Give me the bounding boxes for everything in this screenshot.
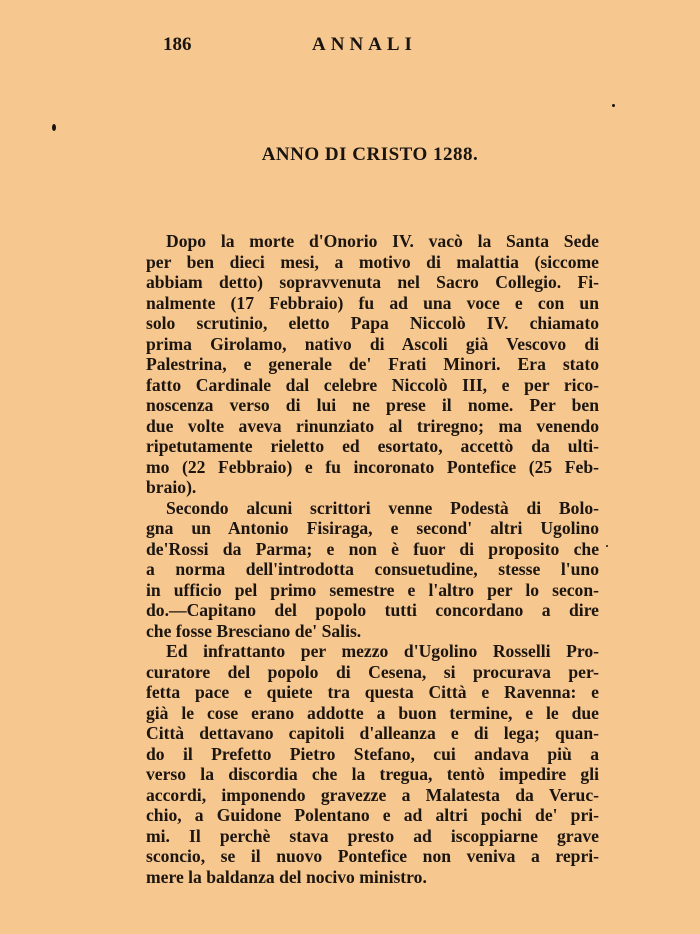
text-line: verso la discordia che la tregua, tentò impedire gli xyxy=(146,764,599,784)
body-text xyxy=(146,231,599,887)
paragraph xyxy=(146,498,599,642)
text-line: solo scrutinio, eletto Papa Niccolò IV. chiamato xyxy=(146,313,599,333)
text-line: chio, a Guidone Polentano e ad altri pochi de' pri- xyxy=(146,805,599,825)
ink-speck xyxy=(52,124,56,131)
text-line: a norma dell'introdotta consuetudine, stesse l'uno xyxy=(146,559,599,579)
text-line: braio). xyxy=(146,477,197,497)
text-line: in ufficio pel primo semestre e l'altro per lo secon- xyxy=(146,579,599,600)
text-line: due volte aveva rinunziato al triregno; ma venendo xyxy=(146,415,599,436)
text-line: Città dettavano capitoli d'alleanza e di lega; quan- xyxy=(146,723,599,743)
text-line: fetta pace e quiete tra questa Città e Ravenna: e xyxy=(146,682,599,702)
text-line: abbiam detto) sopravvenuta nel Sacro Collegio. Fi- xyxy=(146,272,599,292)
text-line: gna un Antonio Fisiraga, e second' altri Ugolino xyxy=(146,518,599,538)
text-line: mere la baldanza del nocivo ministro. xyxy=(146,866,427,887)
text-line: fatto Cardinale dal celebre Niccolò III, e per rico- xyxy=(146,374,599,395)
text-line: de'Rossi da Parma; e non è fuor di proposito che xyxy=(146,538,599,559)
text-line: già le cose erano addotte a buon termine, e le due xyxy=(146,702,599,723)
text-line: Ed infrattanto per mezzo d'Ugolino Rosselli Pro- xyxy=(166,641,599,661)
page-number: 186 xyxy=(163,34,192,55)
text-line: ripetutamente rieletto ed esortato, accettò da ulti- xyxy=(146,436,599,456)
year-heading: ANNO DI CRISTO 1288. xyxy=(261,144,479,165)
text-line: do.—Capitano del popolo tutti concordano a dire xyxy=(146,600,599,620)
text-line: curatore del popolo di Cesena, si procurava per- xyxy=(146,661,599,682)
text-line: Secondo alcuni scrittori venne Podestà di Bolo- xyxy=(166,497,599,518)
running-head xyxy=(0,34,700,58)
text-line: per ben dieci mesi, a motivo di malattia (siccome xyxy=(146,251,599,272)
paragraph xyxy=(146,231,599,498)
text-line: accordi, imponendo gravezze a Malatesta da Veruc- xyxy=(146,784,599,805)
text-line: Palestrina, e generale de' Frati Minori. Era stato xyxy=(146,354,599,374)
ink-speck xyxy=(606,545,608,547)
text-line: prima Girolamo, nativo di Ascoli già Vescovo di xyxy=(146,333,599,354)
ink-speck xyxy=(612,104,615,107)
text-line: do il Prefetto Pietro Stefano, cui andava più a xyxy=(146,743,599,764)
text-line: nalmente (17 Febbraio) fu ad una voce e con un xyxy=(146,292,599,313)
paragraph xyxy=(146,641,599,887)
text-line: mi. Il perchè stava presto ad iscoppiarne grave xyxy=(146,825,599,846)
text-line: che fosse Bresciano de' Salis. xyxy=(146,620,362,641)
text-line: Dopo la morte d'Onorio IV. vacò la Santa Sede xyxy=(166,231,599,251)
text-line: noscenza verso di lui ne prese il nome. Per ben xyxy=(146,395,599,415)
running-title: ANNALI xyxy=(312,34,417,55)
text-line: mo (22 Febbraio) e fu incoronato Pontefice (25 Feb- xyxy=(146,456,599,477)
text-line: sconcio, se il nuovo Pontefice non veniva a repri- xyxy=(146,846,599,866)
